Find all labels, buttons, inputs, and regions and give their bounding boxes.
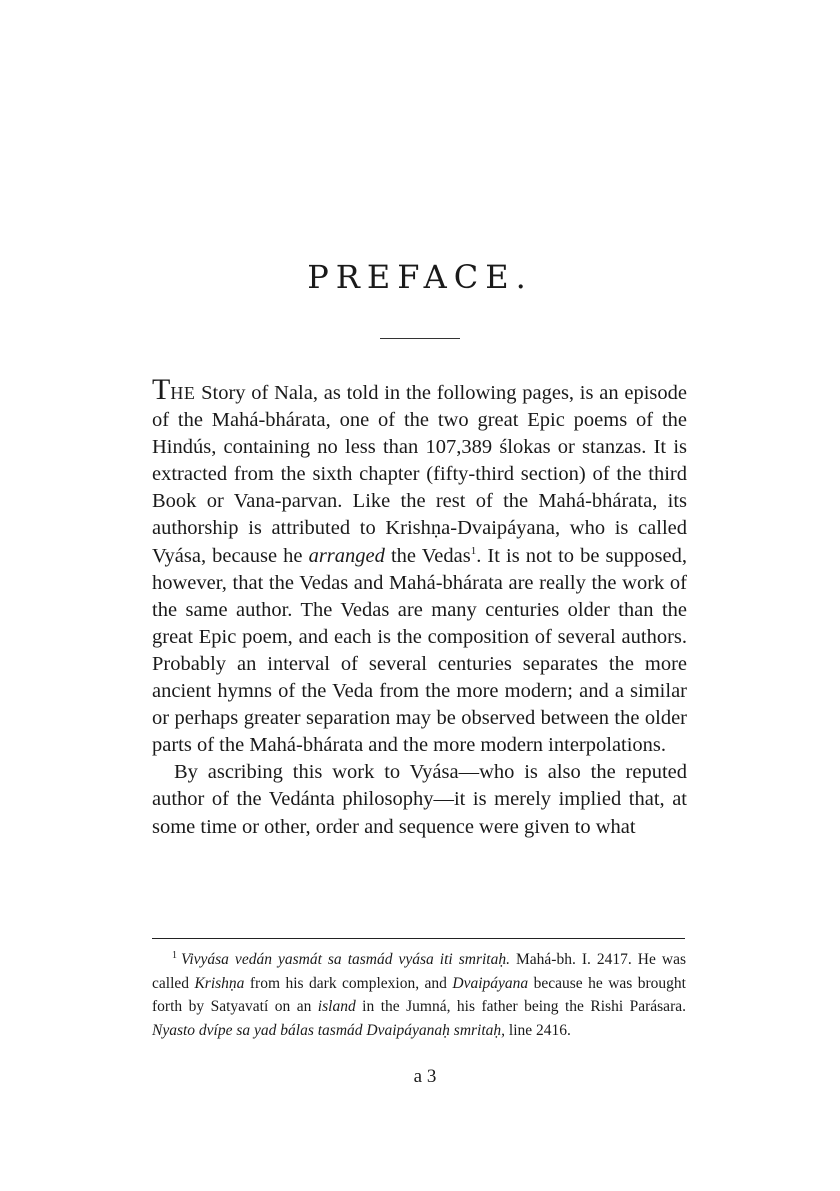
footnote-text-4: from his dark complexion, and (244, 974, 453, 992)
paragraph-1-text-c: . It is not to be supposed, however, that the Vedas and Mahá-bhárata are really the work of the same author. The Vedas are many centuries older than the great Epic poem, and each is the composition of several authors. Probably an interval of several centuries separates the more ancient hymns of the Veda from the more modern; and a similar or perhaps greater separation may be observed between the older parts of the Mahá-bhárata and the more modern interpolations. (152, 544, 687, 757)
footnote-text-10: line 2416. (505, 1021, 571, 1039)
footnote-quote-1: Vivyása vedán yasmát sa tasmád vyása iti smritaḥ. (181, 951, 510, 968)
paragraph-1 (152, 373, 687, 759)
footnote-quote-2: Nyasto dvípe sa yad bálas tasmád Dvaipáyanaḥ smritaḥ, (152, 1021, 506, 1039)
title-divider (380, 338, 460, 339)
footnote-em-krishna: Krishṇa (194, 974, 245, 992)
preface-body (152, 373, 687, 841)
paragraph-1-text-a: Story of Nala, as told in the following pages, is an episode of the Mahá-bhárata, one of the two great Epic poems of the Hindús, containing no less than 107,389 ślokas or stanzas. It is extracted from the sixth chapter (fifty-third section) of the third Book or Vana-parvan. Like the rest of the Mahá-bhárata, its authorship is attributed to Krishṇa-Dvaipáyana, who is called Vyása, because he (152, 382, 687, 567)
page-title: PREFACE. (307, 258, 533, 296)
paragraph-2: By ascribing this work to Vyása—who is also the reputed author of the Vedánta philosophy—it is merely implied that, at some time or other, order and sequence were given to what (152, 761, 687, 838)
footnote-text-6: because he was brought forth by Satyavatí on an (152, 974, 686, 1015)
footnote-text-2: Mahá-bh. I. 2417. He was called (152, 951, 686, 992)
footnote-em-dvaipayana: Dvaipáyana (452, 974, 529, 992)
footnote-number: 1 (172, 949, 177, 961)
signature-mark: a 3 (413, 1066, 437, 1087)
emphasis-arranged: arranged (308, 544, 385, 567)
footnote-divider (152, 938, 685, 939)
paragraph-1-text-b: the Vedas (384, 544, 471, 567)
small-caps-text: HE (170, 383, 196, 403)
footnote (152, 948, 686, 1042)
footnote-em-island: island (317, 998, 356, 1015)
drop-cap: T (152, 373, 171, 406)
footnote-text-8: in the Jumná, his father being the Rishi Parásara. (355, 998, 686, 1015)
footnote-reference: 1 (470, 544, 477, 557)
